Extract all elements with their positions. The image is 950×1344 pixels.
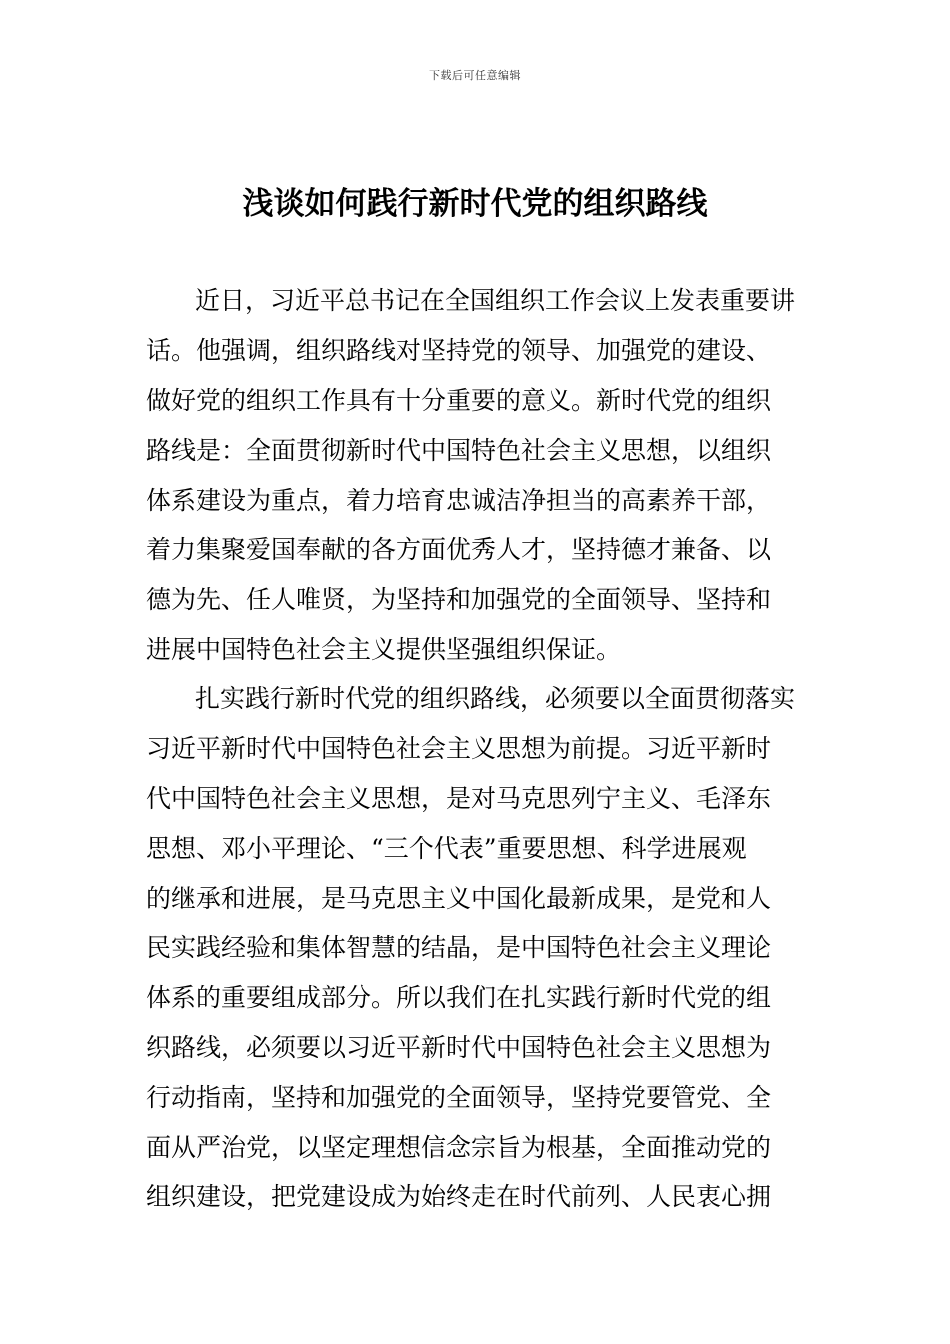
paragraph-line: 行动指南，坚持和加强党的全面领导，坚持党要管党、全 [146, 1083, 772, 1112]
paragraph-line: 习近平新时代中国特色社会主义思想为前提。习近平新时 [146, 734, 772, 763]
header-note: 下载后可任意编辑 [429, 69, 521, 82]
paragraph-line: 面从严治党，以坚定理想信念宗旨为根基，全面推动党的 [146, 1133, 772, 1162]
paragraph-line: 扎实践行新时代党的组织路线，必须要以全面贯彻落实 [195, 684, 796, 713]
paragraph-line: 代中国特色社会主义思想，是对马克思列宁主义、毛泽东 [146, 784, 772, 813]
paragraph-line: 组织建设，把党建设成为始终走在时代前列、人民衷心拥 [146, 1182, 772, 1211]
paragraph-line: 做好党的组织工作具有十分重要的意义。新时代党的组织 [146, 386, 772, 415]
paragraph-line: 的继承和进展，是马克思主义中国化最新成果，是党和人 [146, 884, 772, 913]
paragraph-line: 路线是：全面贯彻新时代中国特色社会主义思想，以组织 [146, 436, 772, 465]
paragraph-line: 着力集聚爱国奉献的各方面优秀人才，坚持德才兼备、以 [146, 535, 772, 564]
paragraph-line: 体系建设为重点，着力培育忠诚洁净担当的高素养干部， [146, 486, 772, 515]
paragraph-line: 近日，习近平总书记在全国组织工作会议上发表重要讲 [195, 286, 796, 315]
paragraph-line: 思想、邓小平理论、“三个代表”重要思想、科学进展观 [146, 834, 747, 863]
paragraph-line: 话。他强调，组织路线对坚持党的领导、加强党的建设、 [146, 336, 772, 365]
paragraph-line: 进展中国特色社会主义提供坚强组织保证。 [146, 635, 622, 664]
paragraph-line: 德为先、任人唯贤，为坚持和加强党的全面领导、坚持和 [146, 585, 772, 614]
paragraph-line: 民实践经验和集体智慧的结晶，是中国特色社会主义理论 [146, 933, 772, 962]
paragraph-line: 织路线，必须要以习近平新时代中国特色社会主义思想为 [146, 1033, 772, 1062]
paragraph-line: 体系的重要组成部分。所以我们在扎实践行新时代党的组 [146, 983, 772, 1012]
document-title: 浅谈如何践行新时代党的组织路线 [242, 186, 708, 222]
